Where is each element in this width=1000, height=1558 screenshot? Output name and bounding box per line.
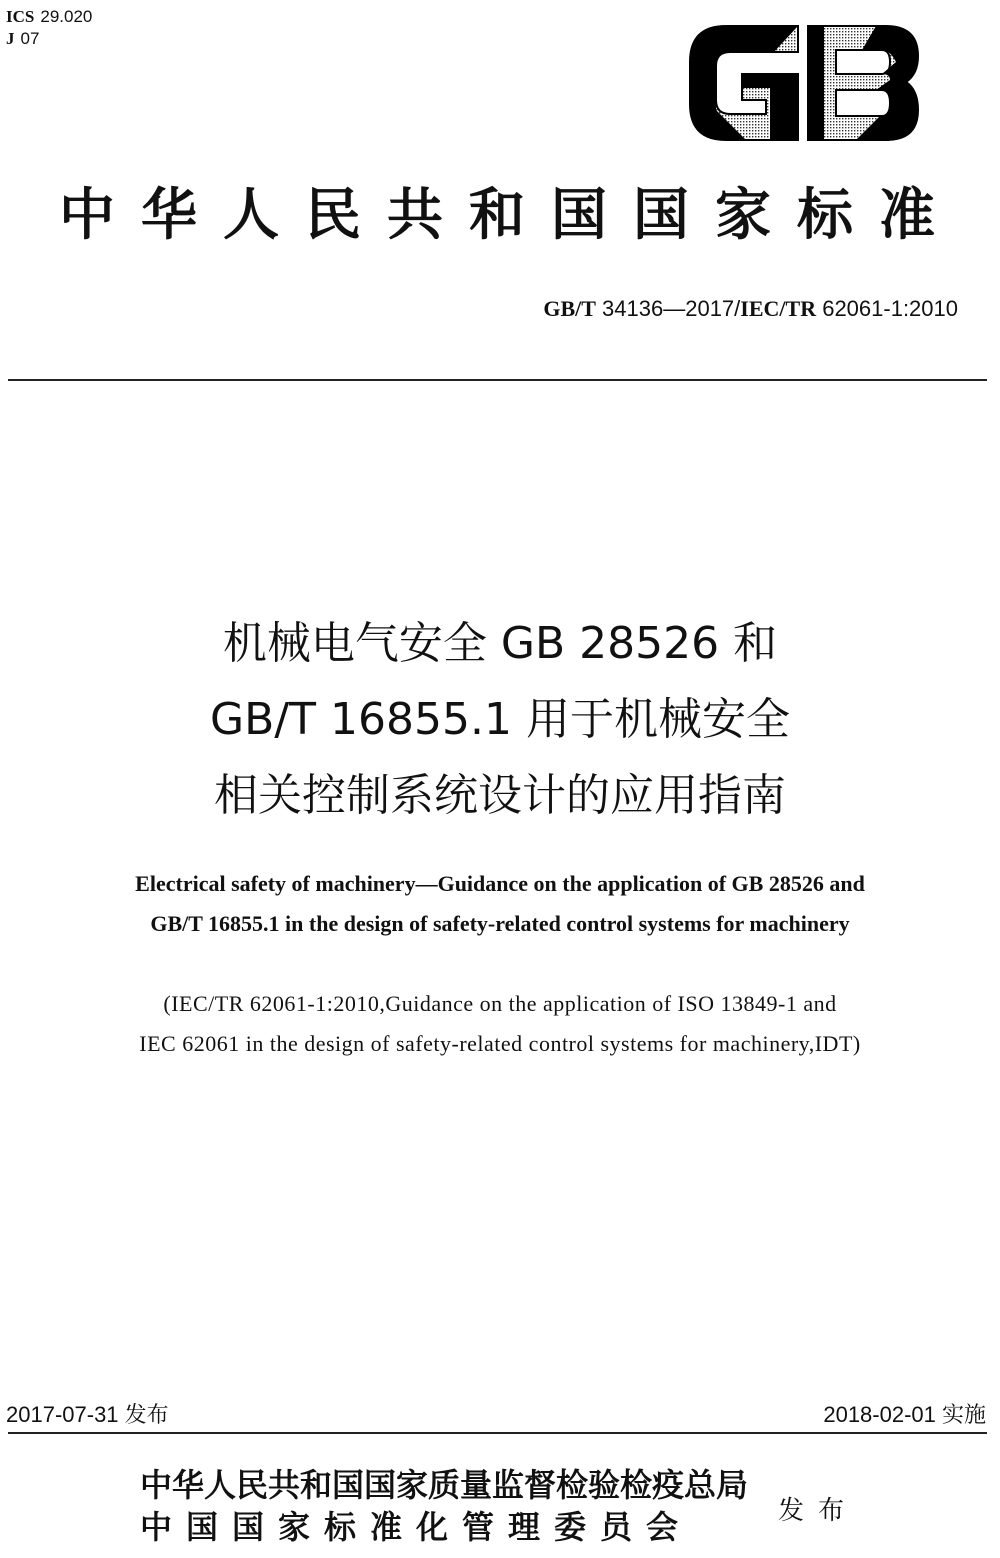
issuer-line-1: 中华人民共和国国家质量监督检验检疫总局	[140, 1466, 749, 1504]
equivalence-line-2: IEC 62061 in the design of safety-related control systems for machinery,IDT)	[139, 1031, 861, 1056]
iec-code: 62061-1:2010	[822, 296, 958, 321]
national-standard-heading: 中华人民共和国国家标准	[59, 182, 961, 248]
publish-label: 发布	[778, 1496, 859, 1526]
ics-code: 29.020	[40, 7, 93, 26]
standard-prefix: GB/T	[543, 296, 596, 321]
iec-prefix: IEC/TR	[740, 296, 817, 321]
header-divider	[8, 379, 987, 381]
standard-code: 34136—2017/	[602, 296, 741, 321]
english-title-line-1: Electrical safety of machinery—Guidance on the application of GB 28526 and	[135, 871, 865, 896]
issuer-line-2: 中国国家标准化管理委员会	[140, 1508, 693, 1546]
implementation-date: 2018-02-01 实施	[823, 1402, 986, 1427]
issue-date: 2017-07-31 发布	[6, 1402, 169, 1427]
gb-logo-icon	[686, 22, 922, 144]
chinese-title-line-1: 机械电气安全 GB 28526 和	[222, 618, 778, 669]
ics-label: ICS	[6, 7, 35, 26]
classification-codes	[6, 6, 92, 50]
issuing-authorities	[140, 1464, 748, 1548]
equivalence-line-1: (IEC/TR 62061-1:2010,Guidance on the application of ISO 13849-1 and	[163, 991, 837, 1016]
standard-number	[543, 296, 958, 322]
ccs-label: J	[6, 29, 15, 48]
ccs-code: 07	[20, 29, 40, 48]
chinese-title-line-2: GB/T 16855.1 用于机械安全	[210, 694, 790, 745]
english-title	[0, 864, 1000, 944]
equivalence-statement	[0, 984, 1000, 1064]
chinese-title-line-3: 相关控制系统设计的应用指南	[214, 770, 786, 821]
english-title-line-2: GB/T 16855.1 in the design of safety-related control systems for machinery	[150, 911, 850, 936]
chinese-title	[0, 606, 1000, 834]
footer-divider	[8, 1432, 987, 1434]
